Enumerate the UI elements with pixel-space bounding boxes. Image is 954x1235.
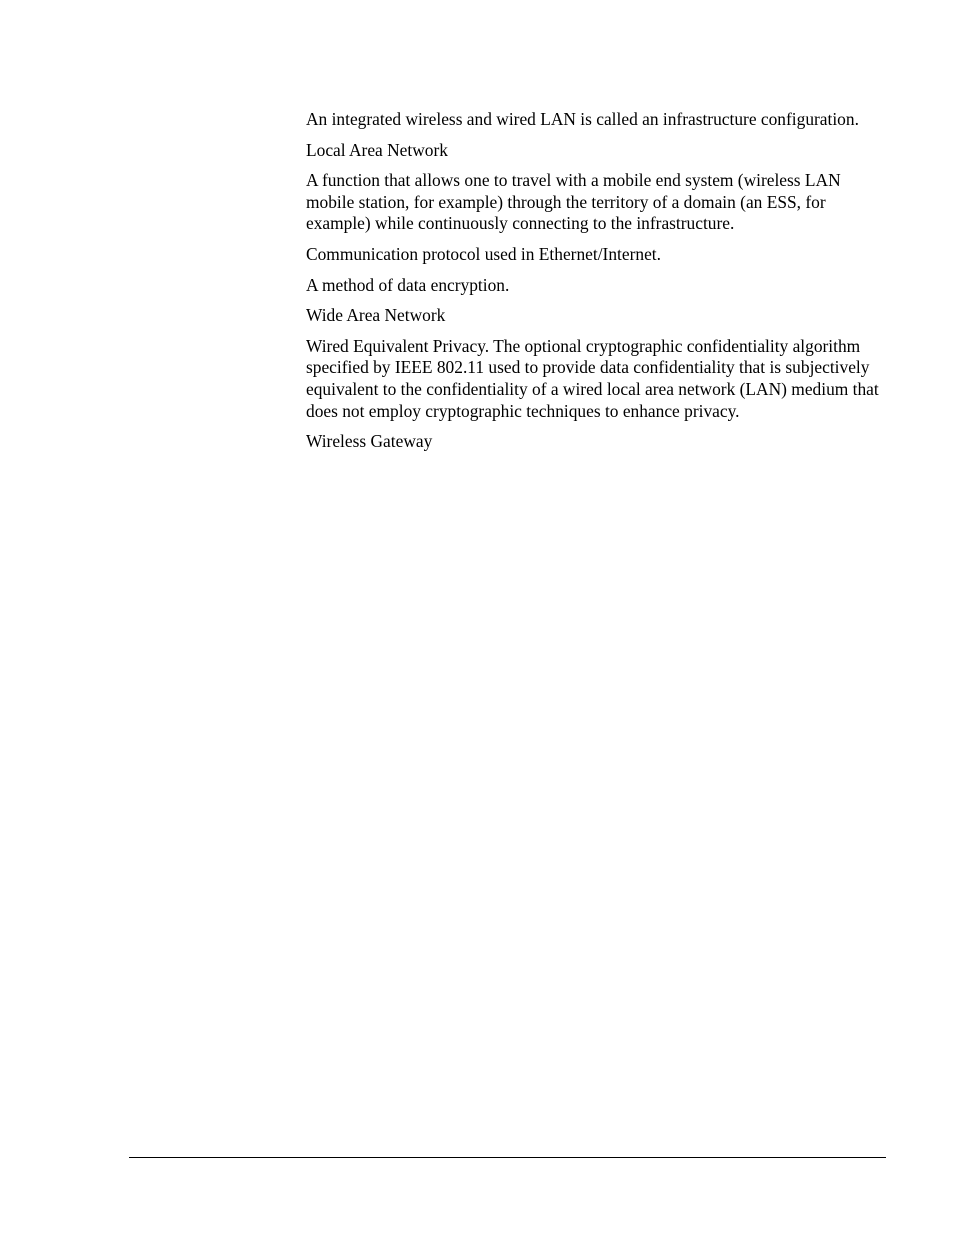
definition-wep: Wired Equivalent Privacy. The optional cryptographic confidentiality algorithm specified by IEEE 802.11 used to provide data confidentiality that is subjectively equivalent to the confidentiality of a wired local area network (LAN) medium that does not employ cryptographic techniques to enhance privacy.	[306, 335, 879, 421]
definition-encryption-method: A method of data encryption.	[306, 274, 510, 295]
definition-infrastructure: An integrated wireless and wired LAN is called an infrastructure configuration.	[306, 109, 859, 129]
definition-wireless-gateway: Wireless Gateway	[306, 431, 433, 452]
footer-divider	[129, 1157, 886, 1158]
glossary-definitions	[306, 109, 886, 462]
definition-roaming: A function that allows one to travel with a mobile end system (wireless LAN mobile station, for example) through the territory of a domain (an ESS, for example) while continuously connecting to the infrastructure.	[306, 170, 841, 234]
definition-lan: Local Area Network	[306, 139, 448, 160]
definition-tcp-ip: Communication protocol used in Ethernet/Internet.	[306, 243, 661, 264]
definition-wan: Wide Area Network	[306, 305, 446, 326]
